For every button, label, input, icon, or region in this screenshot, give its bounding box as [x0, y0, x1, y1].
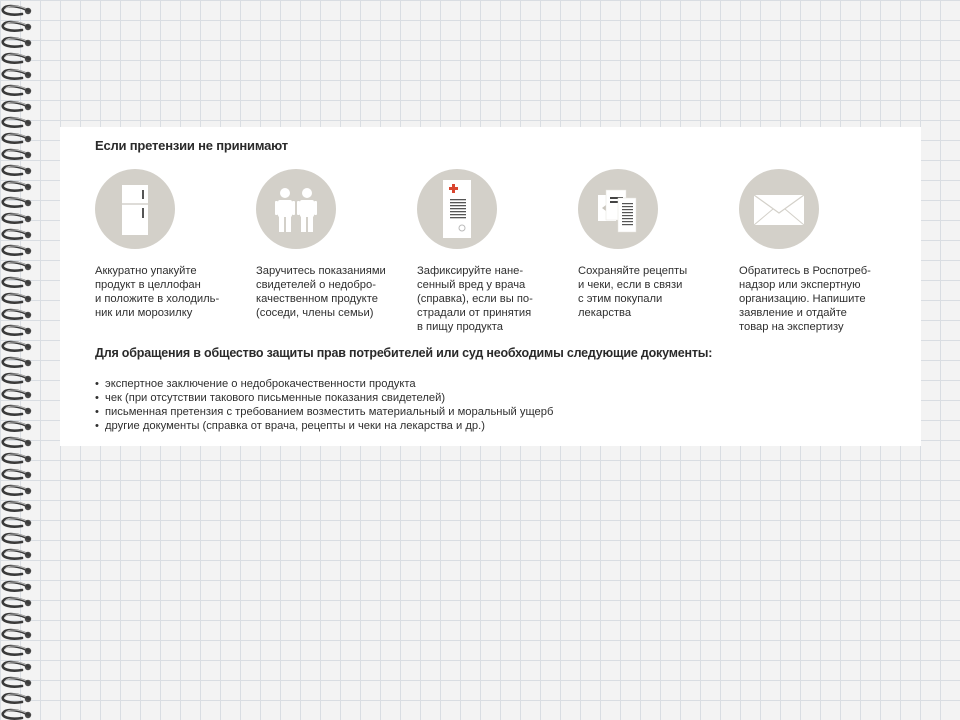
- step-keep-receipts: [578, 169, 733, 320]
- spiral-binding: [0, 0, 44, 720]
- list-item: • другие документы (справка от врача, рецепты и чеки на лекарства и др.): [95, 420, 485, 432]
- people-icon: [266, 179, 326, 239]
- info-card: [60, 127, 921, 446]
- spiral-ring: [3, 470, 31, 479]
- step-icon-circle: [578, 169, 658, 249]
- step-icon-circle: [417, 169, 497, 249]
- spiral-ring: [3, 582, 31, 591]
- spiral-ring: [3, 22, 31, 31]
- spiral-ring: [3, 694, 31, 703]
- spiral-ring: [3, 390, 31, 399]
- spiral-ring: [3, 214, 31, 223]
- spiral-ring: [3, 182, 31, 191]
- spiral-ring: [3, 502, 31, 511]
- spiral-ring: [3, 326, 31, 335]
- step-icon-circle: [95, 169, 175, 249]
- spiral-ring: [3, 102, 31, 111]
- spiral-ring: [3, 38, 31, 47]
- spiral-ring: [3, 150, 31, 159]
- list-item: • чек (при отсутствии такового письменные показания свидетелей): [95, 392, 446, 404]
- step-contact-agency: [739, 169, 894, 334]
- spiral-ring: [3, 646, 31, 655]
- step-caption: Зафиксируйте нане- сенный вред у врача (справка), если вы по- страдали от принятия в пищу продукта: [417, 265, 533, 333]
- spiral-ring: [3, 166, 31, 175]
- spiral-ring: [3, 454, 31, 463]
- spiral-ring: [3, 534, 31, 543]
- spiral-ring: [3, 438, 31, 447]
- spiral-ring: [3, 406, 31, 415]
- spiral-ring: [3, 486, 31, 495]
- step-doctor-certificate: [417, 169, 572, 334]
- spiral-ring: [3, 278, 31, 287]
- step-icon-circle: [256, 169, 336, 249]
- refrigerator-icon: [115, 179, 155, 239]
- spiral-ring: [3, 374, 31, 383]
- step-caption: Сохраняйте рецепты и чеки, если в связи с этим покупали лекарства: [578, 265, 688, 319]
- list-item: • экспертное заключение о недоброкачественности продукта: [95, 378, 416, 390]
- step-icon-circle: [739, 169, 819, 249]
- spiral-ring: [3, 310, 31, 319]
- medical-certificate-icon: [435, 177, 479, 241]
- step-caption: Обратитесь в Роспотреб- надзор или экспертную организацию. Напишите заявление и отдайте товар на экспертизу: [739, 265, 871, 333]
- step-witnesses: [256, 169, 411, 320]
- spiral-ring: [3, 230, 31, 239]
- spiral-ring: [3, 630, 31, 639]
- step-pack-product: [95, 169, 250, 320]
- spiral-ring: [3, 118, 31, 127]
- spiral-ring: [3, 246, 31, 255]
- spiral-ring: [3, 598, 31, 607]
- spiral-ring: [3, 678, 31, 687]
- spiral-ring: [3, 342, 31, 351]
- spiral-ring: [3, 422, 31, 431]
- spiral-ring: [3, 566, 31, 575]
- spiral-ring: [3, 70, 31, 79]
- spiral-ring: [3, 198, 31, 207]
- spiral-ring: [3, 518, 31, 527]
- spiral-ring: [3, 358, 31, 367]
- section-title: Если претензии не принимают: [95, 138, 288, 153]
- spiral-ring: [3, 662, 31, 671]
- documents-heading: Для обращения в общество защиты прав потребителей или суд необходимы следующие документы:: [95, 346, 713, 360]
- spiral-ring: [3, 134, 31, 143]
- envelope-icon: [751, 189, 807, 229]
- spiral-ring: [3, 262, 31, 271]
- spiral-ring: [3, 710, 31, 719]
- documents-list: [95, 377, 553, 433]
- spiral-ring: [3, 6, 31, 15]
- spiral-ring: [3, 294, 31, 303]
- receipts-icon: [588, 179, 648, 239]
- step-caption: Аккуратно упакуйте продукт в целлофан и положите в холодиль- ник или морозилку: [95, 265, 220, 319]
- spiral-ring: [3, 550, 31, 559]
- list-item: • письменная претензия с требованием возместить материальный и моральный ущерб: [95, 406, 554, 418]
- spiral-ring: [3, 86, 31, 95]
- spiral-ring: [3, 54, 31, 63]
- spiral-ring: [3, 614, 31, 623]
- step-caption: Заручитесь показаниями свидетелей о недобро- качественном продукте (соседи, члены семьи): [256, 265, 386, 319]
